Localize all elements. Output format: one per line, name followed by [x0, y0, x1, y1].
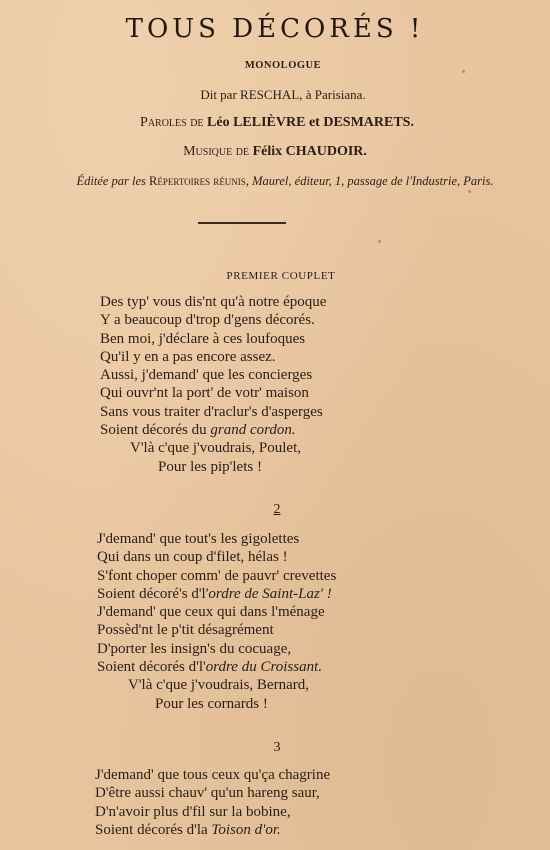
- music-prefix: Musique de: [183, 144, 253, 159]
- performer-venue: , à Parisiana.: [299, 87, 366, 102]
- verse-italic: ordre du Croissant.: [205, 659, 322, 676]
- verse-line: D'n'avoir plus d'fil sur la bobine,: [95, 803, 291, 820]
- verse-text: Soient décorés d'l': [97, 659, 206, 676]
- lyrics-credit: [0, 115, 550, 131]
- verse-line: D'être aussi chauv' qu'un hareng saur,: [95, 785, 320, 802]
- performer-prefix: Dit par: [200, 87, 241, 102]
- stanza-1: [0, 293, 550, 476]
- stanza-3: [0, 766, 550, 839]
- genre-label: MONOLOGUE: [244, 60, 322, 71]
- paper-speck: [468, 190, 471, 193]
- paper-speck: [462, 70, 465, 73]
- verse-line: Qui dans un coup d'filet, hélas !: [97, 549, 288, 566]
- performer-name: RESCHAL: [240, 87, 300, 102]
- verse-line: S'font choper comm' de pauvr' crevettes: [97, 567, 337, 584]
- lyrics-prefix: Paroles de: [140, 115, 208, 130]
- publisher-repertoires: Répertoires réunis: [149, 174, 246, 188]
- refrain-line: V'là c'que j'voudrais, Bernard,: [128, 677, 309, 694]
- music-credit: [0, 144, 550, 160]
- verse-text: Soient décorés d'la: [95, 821, 212, 838]
- verse-line: [0, 658, 550, 676]
- refrain-line: V'là c'que j'voudrais, Poulet,: [130, 440, 301, 457]
- verse-text: Soient décoré's d'l': [97, 585, 209, 602]
- verse-line: [0, 585, 550, 603]
- verse-line: Qui ouvr'nt la port' de votr' maison: [100, 385, 309, 402]
- stanza-number: 2: [273, 502, 281, 517]
- verse-line: Des typ' vous dis'nt qu'à notre époque: [100, 294, 327, 310]
- verse-italic: Toison d'or.: [211, 821, 281, 838]
- verse-line: [0, 821, 550, 839]
- paper-speck: [378, 240, 381, 243]
- section-divider: [198, 222, 286, 224]
- verse-line: J'demand' que tout's les gigolettes: [97, 531, 300, 547]
- verse-line: J'demand' que ceux qui dans l'ménage: [97, 604, 325, 621]
- verse-italic: ordre de Saint-Laz' !: [208, 585, 332, 602]
- publisher-address: , Maurel, éditeur, 1, passage de l'Industrie, Paris.: [245, 174, 494, 188]
- refrain-line: Pour les cornards !: [155, 695, 268, 712]
- verse-line: Sans vous traiter d'raclur's d'asperges: [100, 403, 323, 420]
- lyrics-authors: Léo LELIÈVRE et DESMARETS.: [207, 115, 414, 130]
- couplet-heading: PREMIER COUPLET: [226, 270, 336, 282]
- music-author: Félix CHAUDOIR.: [252, 144, 367, 159]
- verse-line: J'demand' que tous ceux qu'ça chagrine: [95, 767, 331, 783]
- refrain-line: Pour les pip'lets !: [158, 458, 262, 475]
- stanza-2: [0, 530, 550, 713]
- publisher-credit: [0, 174, 550, 189]
- verse-line: D'porter les insign's du cocuage,: [97, 640, 292, 657]
- publisher-prefix: Éditée par les: [76, 174, 150, 188]
- verse-line: [0, 421, 550, 439]
- verse-line: Possèd'nt le p'tit désagrément: [97, 622, 274, 639]
- stanza-number: 3: [273, 740, 281, 755]
- page-title: TOUS DÉCORÉS !: [125, 14, 425, 44]
- verse-line: Qu'il y en a pas encore assez.: [100, 348, 276, 365]
- performer-credit: [0, 87, 550, 103]
- verse-italic: grand cordon.: [210, 422, 296, 439]
- verse-line: Ben moi, j'déclare à ces loufoques: [100, 330, 306, 347]
- verse-line: Y a beaucoup d'trop d'gens décorés.: [100, 312, 315, 329]
- verse-line: Aussi, j'demand' que les concierges: [100, 367, 313, 384]
- verse-text: Soient décorés du: [100, 422, 211, 439]
